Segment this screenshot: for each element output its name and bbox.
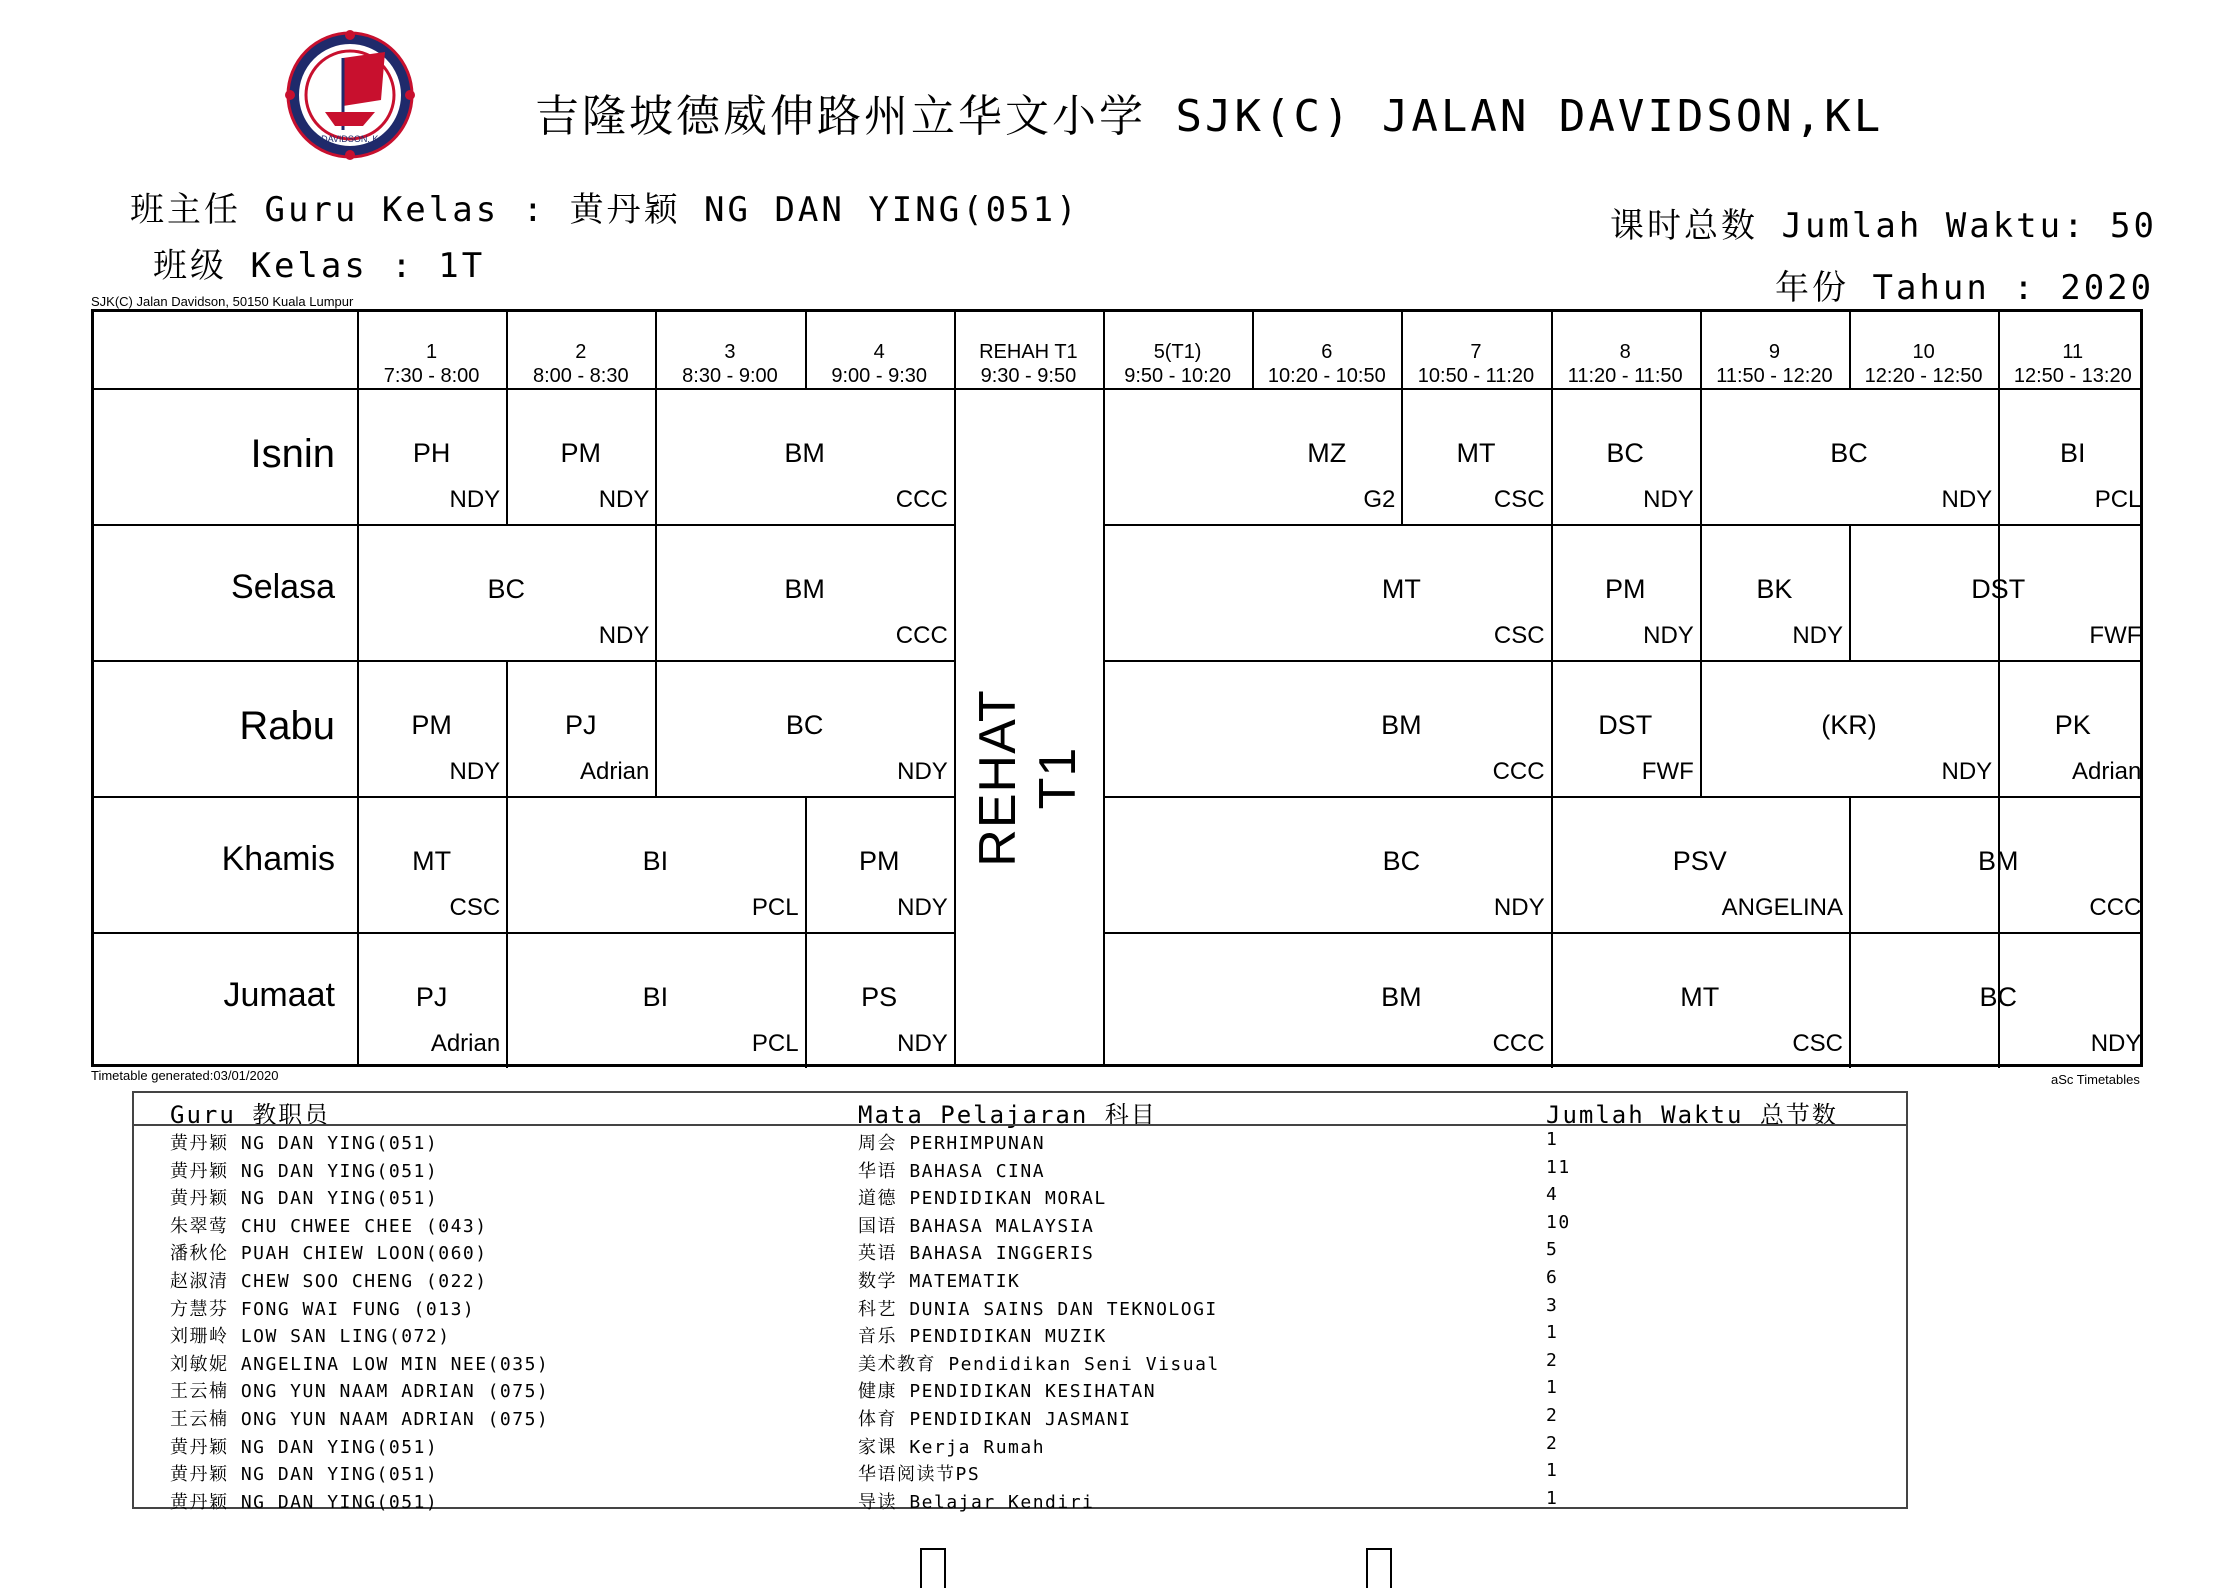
lesson-divider (1849, 524, 1851, 660)
period-time: 11:50 - 12:20 (1716, 365, 1833, 387)
lesson-cell[interactable] (655, 388, 953, 524)
legend-table (132, 1091, 1908, 1513)
lesson-subject: PM (560, 438, 602, 468)
period-number: 8 (1619, 341, 1631, 363)
lesson-divider (1700, 524, 1702, 660)
lesson-subject: MT (1381, 574, 1421, 604)
legend-mata-cell: 国语 BAHASA MALAYSIA (858, 1215, 1095, 1237)
period-header-divider (805, 312, 807, 388)
lesson-teacher: CCC (1492, 758, 1545, 785)
legend-guru-cell: 黄丹颖 NG DAN YING(051) (170, 1188, 439, 1210)
legend-mata-cell: 科艺 DUNIA SAINS DAN TEKNOLOGI (858, 1298, 1218, 1320)
period-header (1252, 340, 1401, 388)
period-number: 7 (1470, 341, 1482, 363)
class-teacher: 班主任 Guru Kelas : 黄丹颖 NG DAN YING(051) (130, 190, 1080, 230)
lesson-subject: PM (858, 846, 900, 876)
legend-mata-cell: 家课 Kerja Rumah (858, 1436, 1046, 1458)
rehat-label: REHAT T1 (969, 689, 1088, 867)
lesson-subject: BM (784, 574, 825, 604)
lesson-teacher: NDY (598, 622, 650, 649)
period-number: 9 (1768, 341, 1780, 363)
lesson-cell[interactable] (506, 388, 655, 524)
year: 年份 Tahun : 2020 (1775, 268, 2155, 308)
legend-mata-cell: 体育 PENDIDIKAN JASMANI (858, 1409, 1132, 1430)
lesson-cell[interactable] (1252, 660, 1550, 796)
lesson-subject: PS (861, 982, 898, 1012)
legend-guru-cell: 刘珊岭 LOW SAN LING(072) (170, 1326, 451, 1348)
lesson-subject: BC (1830, 438, 1868, 468)
period-number: 11 (2062, 341, 2084, 363)
legend-mata-cell: 华语阅读节PS (858, 1464, 981, 1486)
period-time: 12:20 - 12:50 (1864, 365, 1983, 387)
legend-guru-cell: 刘敏妮 ANGELINA LOW MIN NEE(035) (170, 1353, 550, 1375)
period-time: 8:00 - 8:30 (532, 365, 629, 387)
period-header-divider (655, 312, 657, 388)
legend-jumlah-cell: 1 (1546, 1322, 1559, 1344)
period-header (954, 340, 1103, 388)
lesson-divider (1551, 796, 1553, 932)
period-header (357, 340, 506, 388)
legend-mata-cell: 健康 PENDIDIKAN KESIHATAN (858, 1381, 1157, 1403)
lesson-subject: BM (784, 438, 825, 468)
lesson-subject: PH (412, 438, 451, 468)
lesson-divider (1551, 524, 1553, 660)
lesson-divider (506, 932, 508, 1068)
lesson-divider (1998, 660, 2000, 796)
lesson-cell[interactable] (805, 932, 954, 1068)
lesson-teacher: CSC (1493, 622, 1545, 649)
legend-mata-cell: 英语 BAHASA INGGERIS (858, 1243, 1095, 1265)
lesson-cell[interactable] (1700, 524, 1849, 660)
legend-header-guru: Guru 教职员 (170, 1101, 331, 1129)
lesson-cell[interactable] (1551, 524, 1700, 660)
lesson-subject: BM (1977, 846, 2019, 876)
legend-mata-cell: 数学 MATEMATIK (858, 1271, 1021, 1292)
lesson-teacher: G2 (1363, 486, 1396, 513)
lesson-subject: PM (1604, 574, 1646, 604)
lesson-teacher: NDY (1941, 486, 1993, 513)
generated-date: Timetable generated:03/01/2020 (91, 1068, 279, 1083)
lesson-teacher: CCC (895, 486, 948, 513)
lesson-subject: BK (1756, 574, 1793, 604)
lesson-teacher: CSC (1493, 486, 1545, 513)
lesson-divider (805, 796, 807, 932)
period-time: 8:30 - 9:00 (682, 365, 778, 387)
lesson-subject: PM (411, 710, 452, 740)
legend-mata-cell: 道德 PENDIDIKAN MORAL (858, 1188, 1107, 1210)
lesson-subject: MT (1680, 982, 1720, 1012)
lesson-subject: BI (642, 982, 669, 1012)
period-header (1103, 340, 1252, 388)
period-header (506, 340, 655, 388)
lesson-cell[interactable] (506, 932, 804, 1068)
lesson-cell[interactable] (805, 796, 954, 932)
lesson-subject: BC (487, 574, 525, 604)
lesson-subject: PK (2054, 710, 2091, 740)
lesson-teacher: CCC (895, 622, 948, 649)
lesson-subject: BC (785, 710, 824, 740)
lesson-teacher: NDY (897, 758, 948, 785)
day-label: Selasa (231, 568, 335, 606)
lesson-subject: PJ (415, 982, 448, 1012)
lesson-subject: BC (1382, 846, 1421, 876)
school-address: SJK(C) Jalan Davidson, 50150 Kuala Lumpur (91, 294, 354, 309)
lesson-cell[interactable] (357, 388, 506, 524)
lesson-cell[interactable] (1252, 388, 1401, 524)
period-header-divider (1252, 312, 1254, 388)
checkbox-right[interactable] (1366, 1548, 1392, 1588)
period-number: 6 (1321, 341, 1333, 363)
period-number: 2 (575, 341, 587, 363)
lesson-cell[interactable] (655, 660, 953, 796)
lesson-cell[interactable] (1551, 932, 1849, 1068)
legend-jumlah-cell: 2 (1546, 1432, 1559, 1454)
lesson-subject: BI (2060, 438, 2086, 468)
lesson-subject: MT (1456, 438, 1496, 468)
legend-guru-cell: 王云楠 ONG YUN NAAM ADRIAN (075) (170, 1381, 550, 1403)
legend-jumlah-cell: 2 (1546, 1405, 1559, 1426)
lesson-divider (506, 796, 508, 932)
legend-jumlah-cell: 1 (1546, 1129, 1559, 1150)
lesson-divider (1998, 524, 2000, 660)
lesson-divider (1551, 932, 1553, 1068)
lesson-cell[interactable] (1551, 796, 1849, 932)
legend-jumlah-cell: 1 (1546, 1460, 1559, 1482)
lesson-teacher: NDY (1643, 486, 1694, 513)
lesson-cell[interactable] (1401, 388, 1550, 524)
legend-guru-cell: 方慧芬 FONG WAI FUNG (013) (170, 1298, 476, 1320)
lesson-divider (1998, 796, 2000, 932)
legend-header-total: Jumlah Waktu 总节数 (1546, 1101, 1838, 1129)
legend-guru-cell: 黄丹颖 NG DAN YING(051) (170, 1464, 439, 1486)
period-header-divider (506, 312, 508, 388)
period-header-divider (1103, 312, 1105, 388)
lesson-teacher: Adrian (2072, 758, 2142, 785)
day-label: Khamis (221, 840, 335, 878)
lesson-cell[interactable] (506, 660, 655, 796)
day-label: Jumaat (223, 976, 335, 1014)
legend-header-subject: Mata Pelajaran 科目 (858, 1101, 1157, 1129)
lesson-teacher: NDY (1941, 758, 1993, 785)
period-header-divider (1551, 312, 1553, 388)
timetable-grid (91, 309, 2143, 1067)
lesson-teacher: Adrian (580, 758, 650, 785)
period-time: 11:20 - 11:50 (1567, 365, 1683, 387)
lesson-subject: MZ (1307, 438, 1347, 468)
legend-jumlah-cell: 6 (1546, 1267, 1559, 1288)
lesson-cell[interactable] (1252, 524, 1550, 660)
lesson-cell[interactable] (506, 796, 804, 932)
legend-jumlah-cell: 1 (1546, 1487, 1559, 1509)
lesson-cell[interactable] (1551, 388, 1700, 524)
legend-divider (134, 1124, 1906, 1126)
lesson-cell[interactable] (1551, 660, 1700, 796)
lesson-subject: BC (1606, 438, 1644, 468)
period-number: 5(T1) (1153, 341, 1202, 363)
lesson-teacher: NDY (1493, 894, 1545, 921)
lesson-subject: DST (1598, 710, 1653, 740)
lesson-divider (655, 388, 657, 524)
period-time: 9:00 - 9:30 (831, 365, 927, 387)
lesson-teacher: Adrian (430, 1030, 501, 1057)
lesson-teacher: NDY (449, 758, 501, 785)
lesson-teacher: NDY (2090, 1030, 2142, 1057)
legend-guru-cell: 黄丹颖 NG DAN YING(051) (170, 1436, 439, 1458)
lesson-cell[interactable] (357, 796, 506, 932)
period-header (1998, 340, 2147, 388)
lesson-teacher: FWF (2089, 622, 2142, 649)
lesson-divider (1849, 932, 1851, 1068)
legend-guru-cell: 赵淑清 CHEW SOO CHENG (022) (170, 1271, 488, 1292)
lesson-subject: DST (1971, 574, 2026, 604)
legend-jumlah-cell: 3 (1546, 1294, 1559, 1316)
period-time: 9:30 - 9:50 (980, 365, 1077, 387)
lesson-cell[interactable] (357, 524, 655, 660)
lesson-subject: PJ (565, 710, 597, 740)
lesson-divider (1700, 388, 1702, 524)
lesson-teacher: ANGELINA (1721, 894, 1843, 921)
period-number: 3 (724, 341, 736, 363)
lesson-divider (805, 932, 807, 1068)
lesson-teacher: NDY (1792, 622, 1843, 649)
lesson-cell[interactable] (1700, 388, 1998, 524)
svg-text:J.DAVIDSON, K.L: J.DAVIDSON, K.L (314, 134, 386, 144)
legend-guru-cell: 王云楠 ONG YUN NAAM ADRIAN (075) (170, 1409, 550, 1430)
period-header-divider (1998, 312, 2000, 388)
lesson-subject: BM (1381, 710, 1422, 740)
class-name: 班级 Kelas : 1T (153, 246, 486, 286)
lesson-divider (506, 388, 508, 524)
period-number: 1 (426, 341, 438, 363)
legend-jumlah-cell: 4 (1546, 1184, 1559, 1206)
legend-guru-cell: 黄丹颖 NG DAN YING(051) (170, 1133, 439, 1154)
lesson-divider (1998, 932, 2000, 1068)
lesson-subject: BI (642, 846, 669, 876)
lesson-teacher: PCL (2094, 486, 2142, 513)
lesson-cell[interactable] (1998, 660, 2147, 796)
lesson-divider (1700, 660, 1702, 796)
period-time: 7:30 - 8:00 (383, 365, 480, 387)
school-title: 吉隆坡德威伸路州立华文小学 SJK(C) JALAN DAVIDSON,KL (535, 91, 1884, 142)
period-header (1551, 340, 1700, 388)
legend-jumlah-cell: 10 (1546, 1211, 1571, 1233)
lesson-teacher: PCL (751, 894, 799, 921)
lesson-teacher: FWF (1641, 758, 1694, 785)
period-header (655, 340, 804, 388)
period-header (1849, 340, 1998, 388)
period-header (1700, 340, 1849, 388)
period-header-divider (954, 312, 956, 388)
period-header-divider (1849, 312, 1851, 388)
period-header (805, 340, 954, 388)
lesson-divider (655, 524, 657, 660)
period-number: REHAH T1 (979, 341, 1078, 363)
legend-mata-cell: 音乐 PENDIDIKAN MUZIK (858, 1326, 1107, 1348)
lesson-teacher: NDY (897, 1030, 948, 1057)
day-label: Isnin (250, 432, 335, 476)
lesson-cell[interactable] (1252, 796, 1550, 932)
lesson-cell[interactable] (1700, 660, 1998, 796)
period-number: 10 (1912, 341, 1935, 363)
lesson-cell[interactable] (1252, 932, 1550, 1068)
lesson-cell[interactable] (655, 524, 953, 660)
total-periods: 课时总数 Jumlah Waktu: 50 (1610, 206, 2157, 246)
period-time: 10:50 - 11:20 (1417, 365, 1535, 387)
lesson-subject: BC (1979, 982, 2017, 1012)
lesson-subject: PSV (1672, 846, 1727, 876)
legend-guru-cell: 朱翠莺 CHU CHWEE CHEE (043) (170, 1215, 488, 1237)
legend-guru-cell: 黄丹颖 NG DAN YING(051) (170, 1160, 439, 1182)
lesson-teacher: NDY (598, 486, 650, 513)
lesson-divider (1401, 388, 1403, 524)
lesson-subject: MT (412, 846, 452, 876)
legend-mata-cell: 华语 BAHASA CINA (858, 1160, 1046, 1182)
lesson-teacher: PCL (751, 1030, 799, 1057)
period-number: 4 (873, 341, 885, 363)
lesson-cell[interactable] (357, 932, 506, 1068)
period-time: 12:50 - 13:20 (2013, 365, 2132, 387)
legend-jumlah-cell: 1 (1546, 1377, 1559, 1399)
lesson-teacher: CSC (449, 894, 501, 921)
lesson-divider (506, 660, 508, 796)
period-header-divider (1401, 312, 1403, 388)
rehat-column-border (954, 388, 956, 1064)
period-time: 9:50 - 10:20 (1124, 365, 1231, 387)
lesson-cell[interactable] (357, 660, 506, 796)
software-credit: aSc Timetables (2051, 1072, 2140, 1087)
lesson-teacher: NDY (897, 894, 948, 921)
legend-mata-cell: 导读 Belajar Kendiri (858, 1491, 1095, 1513)
legend-mata-cell: 周会 PERHIMPUNAN (858, 1133, 1046, 1154)
period-header-divider (1700, 312, 1702, 388)
legend-guru-cell: 潘秋伦 PUAH CHIEW LOON(060) (170, 1243, 488, 1265)
legend-jumlah-cell: 5 (1546, 1239, 1559, 1261)
lesson-cell[interactable] (1998, 388, 2147, 524)
lesson-teacher: CCC (2089, 894, 2142, 921)
lesson-teacher: CSC (1792, 1030, 1843, 1057)
lesson-divider (1551, 388, 1553, 524)
legend-guru-cell: 黄丹颖 NG DAN YING(051) (170, 1491, 439, 1513)
checkbox-left[interactable] (920, 1548, 946, 1588)
school-logo (285, 30, 415, 160)
lesson-subject: BM (1381, 982, 1422, 1012)
lesson-teacher: NDY (449, 486, 501, 513)
lesson-divider (1551, 660, 1553, 796)
lesson-divider (1849, 796, 1851, 932)
day-label: Rabu (239, 704, 335, 748)
legend-jumlah-cell: 2 (1546, 1349, 1559, 1371)
period-header (1401, 340, 1550, 388)
period-time: 10:20 - 10:50 (1267, 365, 1386, 387)
legend-mata-cell: 美术教育 Pendidikan Seni Visual (858, 1353, 1220, 1375)
rehat-column-border (1103, 388, 1105, 1064)
lesson-teacher: NDY (1643, 622, 1694, 649)
legend-jumlah-cell: 11 (1546, 1156, 1571, 1178)
lesson-divider (655, 660, 657, 796)
lesson-subject: (KR) (1821, 710, 1877, 740)
lesson-divider (1998, 388, 2000, 524)
lesson-teacher: CCC (1492, 1030, 1545, 1057)
